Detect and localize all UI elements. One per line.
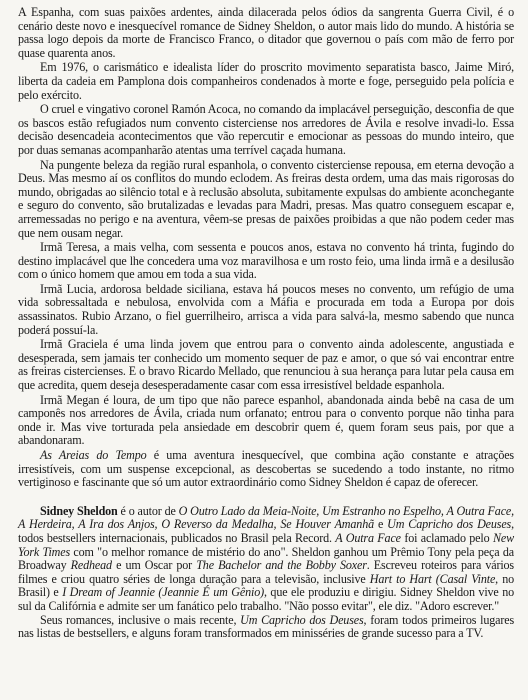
synopsis-paragraph-9-text: é uma aventura inesquecível, que combina ação constante e atrações irresistíveis, com um suspense excepcional, as descobertas se sucedendo a todo instante, no ritmo vertiginoso e fascinante que só um autor extraordinário como Sidney Sheldon é capaz de oferecer. (18, 448, 514, 490)
text-run: Um Capricho dos Deuses (387, 517, 512, 532)
bio-paragraph-1 (18, 505, 514, 614)
author-bio (18, 505, 514, 641)
text-run: A Outra Face (335, 530, 401, 545)
text-run: A Espanha, com suas paixões ardentes, ainda dilacerada pelos ódios da sangrenta Guerra Civil, é o cenário deste novo e inesquecível romance de Sidney Sheldon, o autor mais lido do mundo. A história se passa logo depois da morte de Francisco Franco, o ditador que governou o país com mão de ferro por quase quarenta anos. (18, 5, 514, 60)
synopsis-paragraph-7: Irmã Graciela é uma linda jovem que entrou para o convento ainda adolescente, angustiada e desesperada, sem jamais ter conhecido um momento sequer de paz e amor, o que só vai encontrar entre as freiras cistercienses. E o bravo Ricardo Mellado, que renunciou à sua herança para lutar pela causa em que acredita, quem deseja desesperadamente casar com essa irresistível beldade espanhola. (18, 337, 514, 393)
text-run: , no Brasil) e (18, 571, 514, 600)
text-run: , foram todos primeiros lugares nas listas de bestsellers, e alguns foram transformados em minisséries de grande sucesso para a TV. (18, 612, 514, 641)
section-gap (18, 491, 514, 505)
text-run: e um Oscar por (111, 558, 197, 573)
synopsis-paragraph-6: Irmã Lucia, ardorosa beldade siciliana, estava há poucos meses no convento, um refúgio de uma vida sobressaltada e nebulosa, envolvida com a Máfia e procurada em toda a Europa por dois assassinatos. Rubio Arzano, o fiel guerrilheiro, arrisca a vida para salvá-la, mesmo sabendo que nunca poderá possuí-la. (18, 281, 514, 337)
synopsis-paragraph-1 (18, 6, 514, 60)
text-run: O Outro Lado da Meia-Noite, Um Estranho no Espelho, A Outra Face, A Herdeira, A Ira dos Anjos, O Reverso da Medalha, Se Houver Amanhã (18, 503, 514, 532)
text-run: e (373, 517, 388, 532)
synopsis-paragraph-2: Em 1976, o carismático e idealista líder do proscrito movimento separatista basco, Jaime Miró, liberta da cadeia em Pamplona dois companheiros condenados à morte e foge, perseguido pela polícia e pelo exército. (18, 60, 514, 102)
text-run: Sidney Sheldon (40, 503, 118, 518)
synopsis-paragraph-5: Irmã Teresa, a mais velha, com sessenta e poucos anos, estava no convento há trinta, fugindo do destino implacável que lhe concedera uma voz maravilhosa e um rosto feio, uma linda irmã e a desilusão com o único homem que amou em toda a sua vida. (18, 240, 514, 282)
text-run: , todos bestsellers internacionais, publicados no Brasil pela Record. (18, 517, 514, 545)
text-run: I Dream of Jeannie (Jeannie É um Gênio) (62, 585, 264, 600)
synopsis (18, 6, 514, 490)
text-run: Um Capricho dos Deuses (240, 612, 364, 627)
synopsis-paragraph-3: O cruel e vingativo coronel Ramón Acoca, no comando da implacável perseguição, desconfia de que os bascos estão refugiados num convento cisterciense nos arredores de Ávila e resolve invadi-lo. Essa decisão desencadeia acontecimentos que vão repercutir e emocionar as pessoas do mundo inteiro, que por duas semanas acompanharão atentas uma terrível caçada humana. (18, 102, 514, 157)
text-run: é o autor de (117, 503, 179, 518)
text-run: , que ele produziu e dirigiu. Sidney Sheldon vive no sul da Califórnia e admite ser um fanático pelo trabalho. "Não posso evitar", ele diz. "Adoro escrever." (18, 585, 515, 613)
text-run: com "o melhor romance de mistério do ano". Sheldon ganhou um Prêmio Tony pela peça da Broadway (18, 544, 514, 573)
text-run: foi aclamado pelo (400, 530, 493, 545)
bio-paragraph-2 (18, 614, 514, 641)
text-run: Hart to Hart (Casal Vinte (369, 571, 496, 586)
text-run: Redhead (70, 558, 112, 573)
synopsis-paragraph-9 (18, 449, 514, 490)
text-run: . Escreveu roteiros para vários filmes e criou quatro séries de longa duração para a televisão, inclusive (18, 558, 514, 586)
book-title: As Areias do Tempo (40, 448, 147, 462)
text-run: The Bachelor and the Bobby Soxer (196, 558, 367, 573)
synopsis-paragraph-8: Irmã Megan é loura, de um tipo que não parece espanhol, abandonada ainda bebê na casa de um camponês nos arredores de Ávila, criada num orfanato; entrou para o convento porque não tinha para onde ir. Mas vive torturada pela ansiedade em descobrir quem é, quem foram seus pais, por que a abandonaram. (18, 392, 514, 448)
text-run: New York Times (18, 530, 514, 559)
text-run: Seus romances, inclusive o mais recente, (40, 612, 241, 627)
synopsis-paragraph-4: Na pungente beleza da região rural espanhola, o convento cisterciense repousa, em eterna devoção a Deus. Mas mesmo aí os conflitos do mundo eclodem. As freiras desta ordem, uma das mais rigorosas do mundo, obrigadas ao silêncio total e à reclusão absoluta, subitamente expulsas do ambiente aconchegante e seguro do convento, são brutalizadas e levadas para Madri, presas. Mas quatro conseguem escapar e, arremessadas no perigo e na aventura, vêem-se presas de paixões proibidas a que não podem ceder mas que nem ousam negar. (18, 157, 514, 240)
